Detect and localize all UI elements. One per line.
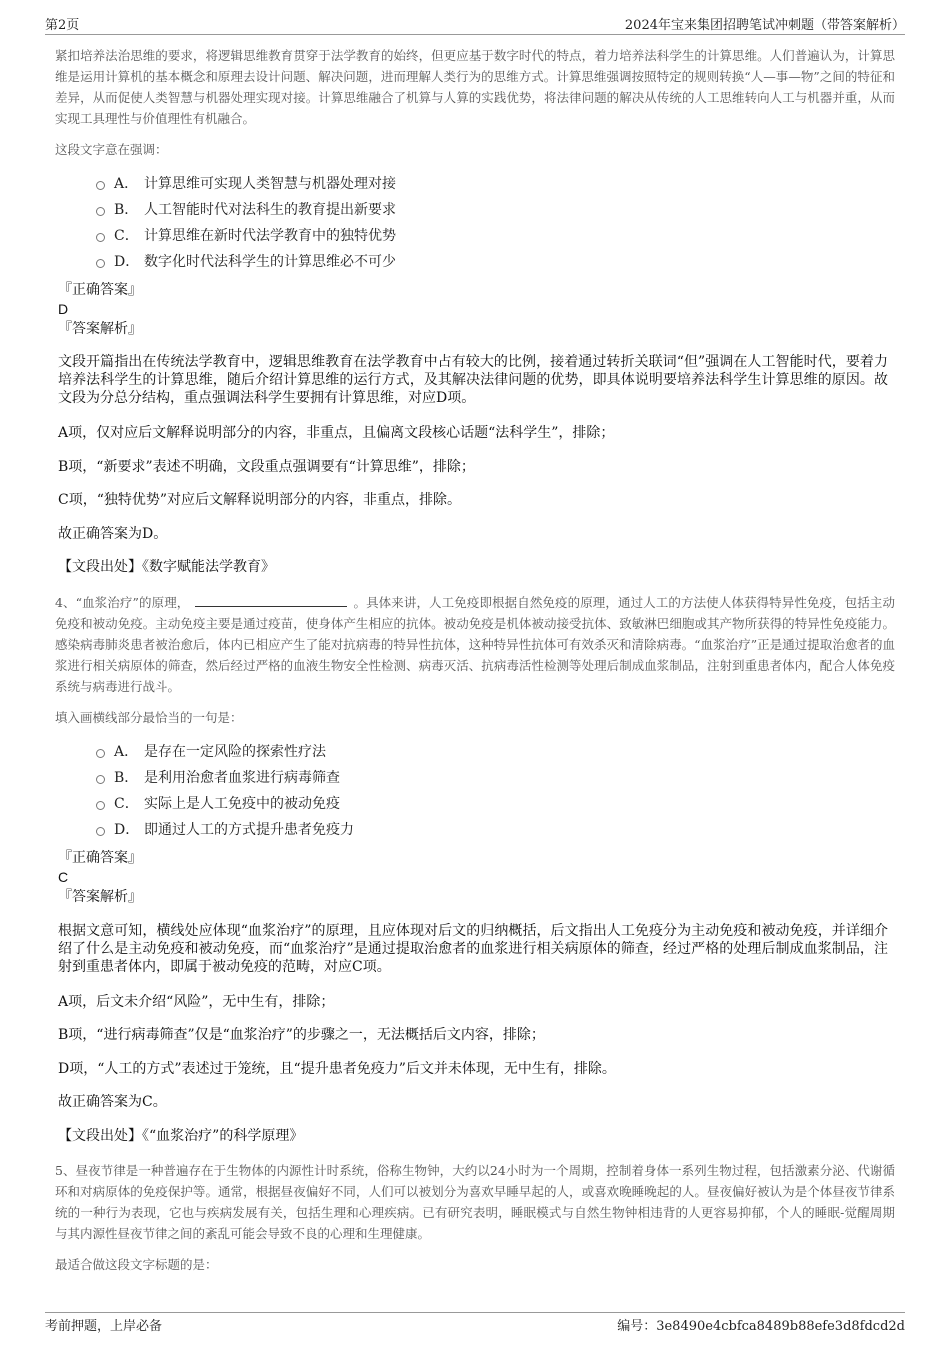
footer-slogan: 考前押题，上岸必备 (45, 1319, 163, 1334)
radio-icon[interactable] (96, 801, 105, 810)
radio-icon[interactable] (96, 233, 105, 242)
q4-option-a[interactable]: A． 是存在一定风险的探索性疗法 (96, 738, 326, 764)
q3-source: 【文段出处】《数字赋能法学教育》 (58, 559, 275, 575)
q3-option-c[interactable]: C． 计算思维在新时代法学教育中的独特优势 (96, 222, 396, 248)
q3-option-a[interactable]: A． 计算思维可实现人类智慧与机器处理对接 (96, 170, 396, 196)
q3-conclusion: 故正确答案为D。 (58, 526, 168, 542)
q4-prompt: 填入画横线部分最恰当的一句是： (55, 710, 243, 725)
page-header (45, 14, 905, 35)
radio-icon[interactable] (96, 775, 105, 784)
document-title: 2024年宝来集团招聘笔试冲刺题（带答案解析） (624, 18, 905, 33)
q5-passage: 5、昼夜节律是一种普遍存在于生物体的内源性计时系统，俗称生物钟，大约以24小时为一个周期，控制着身体一系列生物过程，包括激素分泌、代谢循环和对病原体的免疫保护等。通常，根据昼夜偏好不同，人们可以被划分为喜欢早睡早起的人，或喜欢晚睡晚起的人。昼夜偏好被认为是个体昼夜节律系统的一种行为表现，它也与疾病发展有关，包括生理和心理疾病。已有研究表明，睡眠模式与自然生物钟相违背的人更容易抑郁，个人的睡眠-觉醒周期与其内源性昼夜节律之间的紊乱可能会导致不良的心理和生理健康。 (55, 1163, 895, 1241)
q3-answer: D (58, 301, 69, 317)
q4-note-a: A项，后文未介绍“风险”，无中生有，排除； (58, 994, 335, 1010)
answer-blank (195, 594, 347, 607)
q4-option-c[interactable]: C． 实际上是人工免疫中的被动免疫 (96, 790, 340, 816)
q4-option-b[interactable]: B． 是利用治愈者血浆进行病毒筛查 (96, 764, 340, 790)
page-number: 第2页 (45, 18, 80, 33)
q3-option-b[interactable]: B． 人工智能时代对法科生的教育提出新要求 (96, 196, 396, 222)
q4-answer-label: 『正确答案』 (58, 850, 142, 866)
radio-icon[interactable] (96, 207, 105, 216)
q3-analysis-label: 『答案解析』 (58, 321, 142, 337)
q3-prompt: 这段文字意在强调： (55, 142, 168, 157)
page-footer (45, 1312, 905, 1337)
q4-analysis-label: 『答案解析』 (58, 889, 142, 905)
q4-note-b: B项，“进行病毒筛查”仅是“血浆治疗”的步骤之一，无法概括后文内容，排除； (58, 1027, 545, 1043)
q4-answer: C (58, 869, 69, 885)
q4-analysis: 根据文意可知，横线处应体现“血浆治疗”的原理，且应体现对后文的归纳概括，后文指出人工免疫分为主动免疫和被动免疫，并详细介绍了什么是主动免疫和被动免疫，而“血浆治疗”是通过提取治愈者的血浆进行相关病原体的筛查，经过严格的处理后制成血浆制品，注射到重患者体内，即属于被动免疫的范畴，对应C项。 (58, 923, 888, 975)
q3-passage: 紧扣培养法治思维的要求，将逻辑思维教育贯穿于法学教育的始终，但更应基于数字时代的特点，着力培养法科学生的计算思维。人们普遍认为，计算思维是运用计算机的基本概念和原理去设计问题、解决问题，进而理解人类行为的思维方式。计算思维强调按照特定的规则转换“人—事—物”之间的特征和差异，从而促使人类智慧与机器处理实现对接。计算思维融合了机算与人算的实践优势，将法律问题的解决从传统的人工思维转向人工与机器并重，从而实现工具理性与价值理性有机融合。 (55, 48, 895, 126)
q3-note-a: A项，仅对应后文解释说明部分的内容，非重点，且偏离文段核心话题“法科学生”，排除； (58, 425, 615, 441)
q3-note-b: B项，“新要求”表述不明确，文段重点强调要有“计算思维”，排除； (58, 459, 475, 475)
q3-answer-label: 『正确答案』 (58, 282, 142, 298)
q4-option-d[interactable]: D． 即通过人工的方式提升患者免疫力 (96, 816, 354, 842)
radio-icon[interactable] (96, 749, 105, 758)
q4-passage: 4、“血浆治疗”的原理， 。具体来讲，人工免疫即根据自然免疫的原理，通过人工的方法使人体获得特异性免疫，包括主动免疫和被动免疫。主动免疫主要是通过疫苗，使身体产生相应的抗体。被动免疫是机体被动接受抗体、致敏淋巴细胞或其产物所获得的特异性免疫能力。感染病毒肺炎患者被治愈后，体内已相应产生了能对抗病毒的特异性抗体，这种特异性抗体可有效杀灭和清除病毒。“血浆治疗”正是通过提取治愈者的血浆进行相关病原体的筛查，然后经过严格的血液生物安全性检测、病毒灭活、抗病毒活性检测等处理后制成血浆制品，注射到重患者体内，配合人体免疫系统与病毒进行战斗。 (55, 595, 895, 694)
q4-source: 【文段出处】《“血浆治疗”的科学原理》 (58, 1128, 304, 1144)
radio-icon[interactable] (96, 181, 105, 190)
document-id: 编号：3e8490e4cbfca8489b88efe3d8fdcd2d (617, 1319, 905, 1334)
radio-icon[interactable] (96, 827, 105, 836)
q3-option-d[interactable]: D． 数字化时代法科学生的计算思维必不可少 (96, 248, 396, 274)
q3-analysis: 文段开篇指出在传统法学教育中，逻辑思维教育在法学教育中占有较大的比例，接着通过转折关联词“但”强调在人工智能时代，要着力培养法科学生的计算思维，随后介绍计算思维的运行方式，及其解决法律问题的优势，即具体说明要培养法科学生计算思维的原因。故文段为分总分结构，重点强调法科学生要拥有计算思维，对应D项。 (58, 354, 888, 406)
q3-note-c: C项，“独特优势”对应后文解释说明部分的内容，非重点，排除。 (58, 492, 462, 508)
q4-note-d: D项，“人工的方式”表述过于笼统，且“提升患者免疫力”后文并未体现，无中生有，排除。 (58, 1061, 616, 1077)
q4-conclusion: 故正确答案为C。 (58, 1094, 167, 1110)
radio-icon[interactable] (96, 259, 105, 268)
q5-prompt: 最适合做这段文字标题的是： (55, 1257, 218, 1272)
